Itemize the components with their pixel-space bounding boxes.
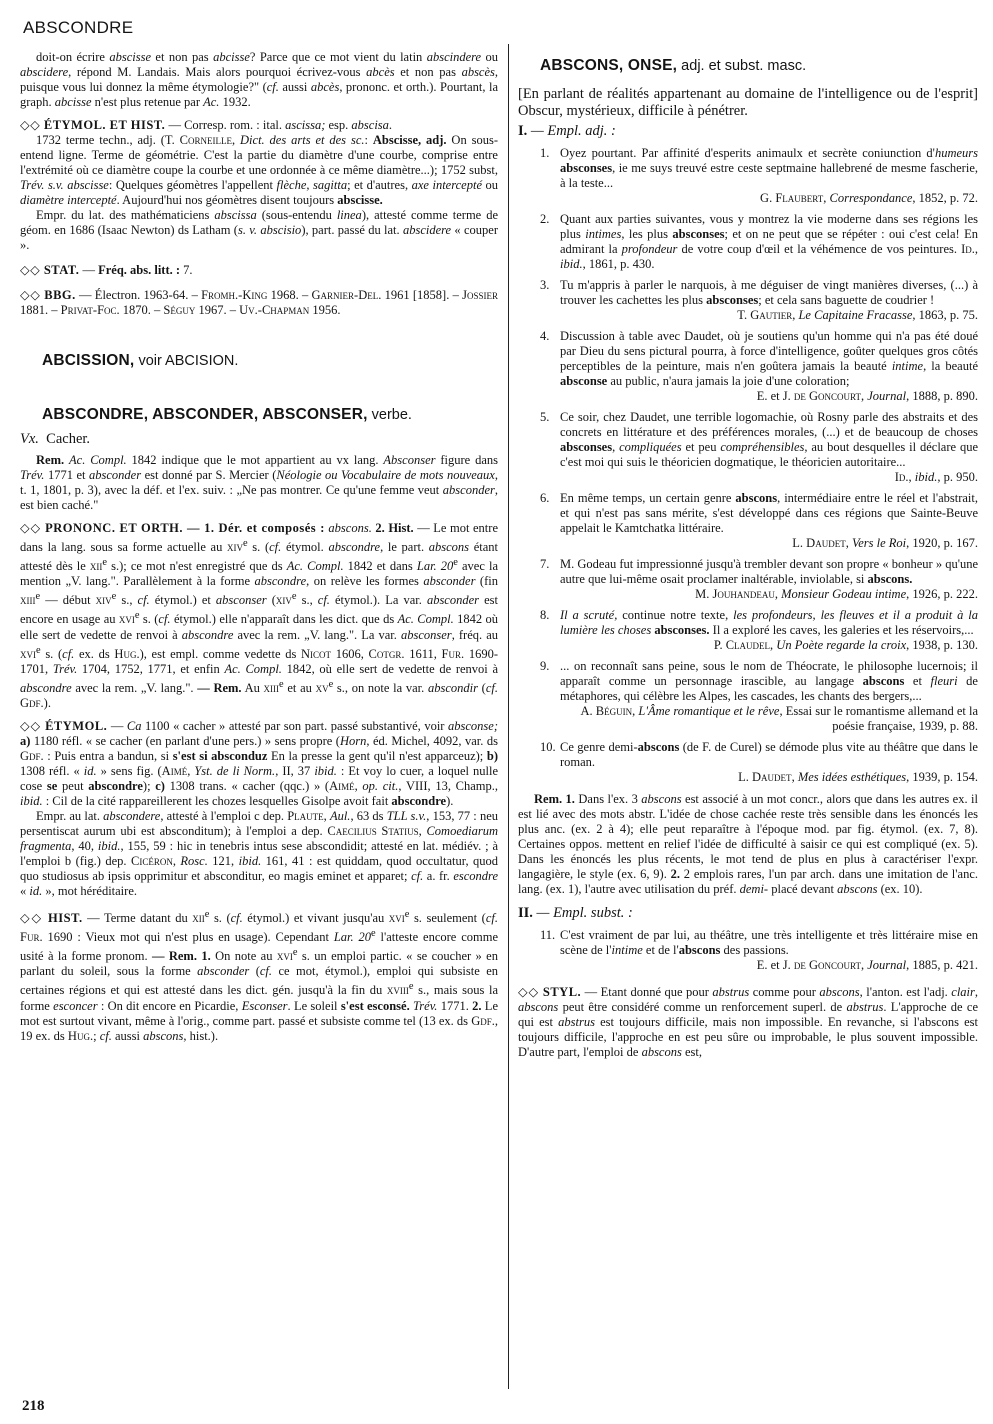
text-run: b) — [486, 748, 498, 763]
text-run: diamètre intercepté — [20, 193, 117, 207]
text-run: ascissa; — [285, 118, 326, 132]
citation-number: 2. — [540, 212, 550, 226]
text-run: Aimé — [161, 763, 188, 778]
text-run: xvi — [276, 949, 293, 964]
sense-heading-2 — [518, 905, 978, 922]
citation-source: G. Flaubert, Correspondance, 1852, p. 72. — [760, 191, 978, 205]
text-run: se — [46, 778, 58, 793]
text-run: abscisa — [351, 118, 389, 132]
text-run: Id. — [894, 470, 909, 484]
text-run: xvi — [20, 646, 36, 661]
text-run: linea — [336, 208, 362, 222]
text-run: Fur. — [441, 646, 465, 661]
citation-source: L. Daudet, Mes idées esthétiques, 1939, p. 154. — [738, 770, 978, 784]
text-run: Monsieur Godeau intime — [781, 587, 907, 601]
text-run: cf. — [230, 911, 243, 926]
text-run: profondeur — [621, 242, 678, 256]
text-run: cf. — [158, 612, 171, 627]
citation-source: M. Jouhandeau, Monsieur Godeau intime, 1926, p. 222. — [695, 587, 978, 601]
sense-number: I. — [518, 123, 528, 139]
etymology-latin: Empr. au lat. abscondere, attesté à l'emploi c dep. Plaute, Aul., 63 ds TLL s.v., 153, 77 : neu persentiscat aurum ubi est absconditum); à l'emploi a dep. Caecilius Statius, Comoediarum fragmenta, 40, ibid., 155, 59 : hic in tenebris intus sese abscondidit; attesté en lat. médiév. ; à l'emploi b (fig.) dep. Cicéron, Rosc. 121, ibid. 161, 41 : est quiddam, quod occultatur, quod quo studiosus ab ipsis opprimitur et absconditur, eo magis eminet et apparet; cf. a. fr. escondre « id. », mot héréditaire. — [20, 808, 499, 898]
text-run: absconses — [672, 227, 725, 241]
text-run: Un Poète regarde la croix — [776, 638, 907, 652]
citation-number: 3. — [540, 278, 550, 292]
text-run: abscondre — [328, 540, 381, 555]
grammar-label: adj. et subst. masc. — [677, 58, 807, 74]
text-run: xii — [192, 911, 205, 926]
page-number: 218 — [22, 1398, 45, 1414]
text-run: Dict. des arts et des sc. — [240, 133, 365, 147]
running-head: ABSCONDRE — [23, 18, 134, 37]
etymology-section: ◇◇ ÉTYMOL. — Ca 1100 « cacher » attesté par son part. passé substantivé, voir absconse; a) 1180 réfl. « se cacher (en parlant d'une pers.) » sens propre (Horn, éd. Michel, 4092, var. ds Gdf. : Puis entra a bandun, si s'est si absconduz En la presse la gent qu'il n'est apparceuz); b) 1308 réfl. « id. » sens fig. (Aimé, Yst. de li Norm., II, 37 ibid. : Et voy lo cuer, a loquel nulle cose se peut abscondre); c) 1308 trans. « cacher (qqc.) » (Aimé, op. cit., VIII, 13, Champ., ibid. : Cil de la cité rappareillerent les chozes lesquelles Gisolpe avoit fait abscondre). — [20, 718, 499, 808]
text-run: e — [204, 908, 210, 920]
text-run: abscondere — [103, 808, 161, 823]
text-run: Béguin — [595, 704, 633, 718]
citation-source: Id., ibid., p. 950. — [894, 470, 978, 484]
text-run: xii — [89, 559, 103, 574]
text-run: xv — [315, 680, 329, 695]
text-run: Plaute — [287, 808, 324, 823]
citation-number: 5. — [540, 410, 550, 424]
text-run: e — [408, 981, 414, 993]
text-run: xiii — [263, 680, 280, 695]
text-run: xiv — [275, 593, 292, 608]
citation-source: E. et J. de Goncourt, Journal, 1888, p. 890. — [756, 389, 978, 403]
text-run: Absconser — [383, 453, 436, 467]
text-run: Trév. s.v. abscisse — [20, 178, 109, 192]
text-run: Rem. 1. — [534, 792, 575, 806]
text-run: Daudet — [752, 770, 792, 784]
text-run: abcès — [310, 80, 340, 94]
remark-paragraph: Rem. 1. Dans l'ex. 3 abscons est associé à un mot concr., alors que dans les autres ex. il est lié avec des mots abstr. L'idée de chose cachée reste très sensible dans les énoncés les plus anc. (ex. 2 à 4); elle peut reparaître à l'époque mod. par fig. étymol. (ex. 7, 8). Certaines oppos. mettent en relief l'idée de difficulté à saisir ce qui est compliqué (ex. 5). Dans les énoncés les plus récents, le mot tend de plus en plus à caractériser l'expr. langagière, le style (ex. 6, 9). 2. 2 emplois rares, l'un par arch. dans une imitation de l'anc. lang. (ex. 1), l'autre avec utilisation du préf. demi- placé devant abscons (ex. 10). — [518, 792, 978, 896]
text-run: Daudet — [806, 536, 846, 550]
text-run: Uv.-Chapman — [239, 303, 310, 317]
text-run: e — [279, 678, 284, 690]
text-run: e — [111, 591, 117, 603]
text-run: abscindere — [426, 50, 482, 64]
text-run: absconses — [560, 440, 613, 454]
text-run: Jossier — [462, 288, 498, 302]
text-run: abscidere — [402, 223, 452, 237]
citation — [518, 278, 978, 323]
entry-abscondre — [20, 407, 498, 423]
text-run: abcès — [366, 65, 395, 79]
text-run: intime — [891, 359, 924, 373]
text-run: Ac. Compl. — [224, 661, 282, 676]
citation-number: 10. — [540, 740, 556, 754]
right-column — [518, 58, 978, 1060]
text-run: Jouhandeau — [712, 587, 775, 601]
etymology-paragraph: 1732 terme techn., adj. (T. Corneille, Dict. des arts et des sc.: Abscisse, adj. On sous-entend ligne. Terme de géométrie. C'est la partie du diamètre d'une courbe, comprise entre l'extrémité où ce diamètre coupe la courbe et une ordonnée à ce même diamètre...); 1752 subst, Trév. s.v. abscisse: Quelques géomètres l'appellent flèche, sagitta; et d'autres, axe intercepté ou diamètre intercepté. Aujourd'hui nos géomètres disent toujours abscisse. — [20, 133, 499, 207]
text-run: compréhensibles — [720, 440, 805, 454]
text-run: Privat-Foc. — [60, 303, 120, 317]
text-run: abscons — [637, 740, 680, 754]
bbg-section: ◇◇ BBG. — Électron. 1963-64. – Fromh.-King 1968. – Garnier-Del. 1961 [1858]. – Jossier 1881. – Privat-Foc. 1870. – Séguy 1967. – Uv.-Chapman 1956. — [20, 288, 498, 317]
text-run: cf. — [485, 911, 498, 926]
text-run: abscons. — [328, 521, 372, 535]
definition: [En parlant de réalités appartenant au domaine de l'intelligence ou de l'esprit] Obscur, mystérieux, difficile à pénétrer. — [518, 86, 978, 119]
text-run: Horn — [339, 733, 367, 748]
text-run: de Goncourt — [793, 958, 861, 972]
citation-text: C'est vraiment de par lui, au théâtre, une très intelligente et très littéraire mise en scène de l'intime et de l'abscons des passions. — [560, 928, 978, 957]
citation — [518, 491, 978, 551]
text-run: Id. — [961, 242, 975, 256]
text-run: cf. — [269, 540, 282, 555]
text-run: de Goncourt — [793, 389, 861, 403]
text-run: absconder — [426, 593, 480, 608]
text-run: ◇◇ STAT. — [20, 263, 80, 277]
text-run: demi- — [739, 882, 769, 896]
text-run: Gautier — [750, 308, 793, 322]
text-run: ibid. — [238, 853, 262, 868]
text-run: Comoediarum fragmenta — [20, 823, 498, 853]
text-run: e — [102, 557, 108, 569]
text-run: 2. Hist. — [375, 521, 414, 535]
text-run: cf. — [137, 593, 150, 608]
text-run: abscons — [837, 882, 878, 896]
text-run: a) — [20, 733, 31, 748]
citation-source: A. Béguin, L'Âme romantique et le rêve, Essai sur le romantisme allemand et la poésie française, 1939, p. 88. — [580, 704, 978, 733]
text-run: e — [453, 557, 458, 569]
text-run: Ca — [126, 718, 142, 733]
grammar-label: verbe. — [367, 407, 412, 423]
citation-text: ... on reconnaît sans peine, sous le nom de Théocrate, le philosophe lucernois; il apparaît comme un personnage irascible, au langage abscons et fleuri de métaphores, qui célèbre les Alpes, les cascades, les chants des bergers,... — [560, 659, 978, 703]
text-run: abscondre — [254, 574, 307, 589]
text-run: Vers le Roi — [851, 536, 907, 550]
text-run: intimes — [585, 227, 622, 241]
text-run: abscisse — [109, 50, 152, 64]
text-run: axe intercepté — [411, 178, 482, 192]
text-run: abscons — [641, 792, 682, 806]
citation — [518, 928, 978, 973]
text-run: abscondre — [181, 627, 234, 642]
history-section: ◇◇ HIST. — Terme datant du xii$^e$ s. (cf. étymol.) et vivant jusqu'au xvi$^e$ s. seulement (cf. Fur. 1690 : Vieux mot qui n'est plus en usage). Cependant Lar. 20e l'atteste encore comme usité à la forme pronom. — Rem. 1. On note au xvi$^e$ s. un emploi partic. « se coucher » en parlant du soleil, sous la forme absconder (cf. ce mot, étymol.), emploi qui subsiste en certaines régions et qui est attesté dans les dict. gén. jusqu'à la fin du xviii$^e$ s., mais sous la forme esconcer : On dit encore en Picardie, Esconser. Le soleil s'est esconsé. Trév. 1771. 2. Le mot est surtout vivant, même à l'orig., comme part. passé et subsiste comme tel (13 ex. ds Gdf., 19 ex. ds Hug.; cf. aussi abscons, hist.). — [20, 908, 499, 1043]
text-run: clair — [951, 985, 975, 999]
citation — [518, 410, 978, 485]
text-run: absconder — [442, 483, 495, 497]
citation-source: E. et J. de Goncourt, Journal, 1885, p. 421. — [756, 958, 978, 972]
citation — [518, 659, 978, 734]
citation-text: Discussion à table avec Daudet, où je soutiens qu'un homme qui n'a pas été doué par Dieu du sens pictural pourra, à force d'intelligence, goûter quelques gros côtés perceptibles de la peinture, mais n'en goûtera jamais la beauté intime, la beauté absconse au public, n'aura jamais la joie d'une coloration; — [560, 329, 978, 388]
text-run: xvi — [388, 911, 405, 926]
text-run: abcisse — [213, 50, 250, 64]
text-run: Aul. — [329, 808, 351, 823]
citation-source: P. Claudel, Un Poète regarde la croix, 1938, p. 130. — [713, 638, 978, 652]
citation-number: 11. — [540, 928, 556, 942]
text-run: Gdf. — [471, 1013, 495, 1028]
text-run: abscondre — [391, 793, 447, 808]
text-run: absconse; — [448, 718, 499, 733]
text-run: Ac. Compl. — [397, 612, 454, 627]
text-run: Cotgr. — [368, 646, 405, 661]
citation — [518, 557, 978, 602]
text-run: intime — [611, 943, 643, 957]
citation-number: 7. — [540, 557, 550, 571]
citation — [518, 212, 978, 272]
text-run: absconses — [560, 161, 613, 175]
text-run: abscissa — [214, 208, 257, 222]
entry-abscons — [518, 58, 978, 74]
citation-number: 9. — [540, 659, 550, 673]
left-column — [20, 50, 498, 1044]
text-run: Abscisse, adj. — [372, 133, 447, 147]
text-run: Rem. — [36, 453, 65, 467]
text-run: e — [404, 908, 410, 920]
text-run: e — [328, 678, 334, 690]
text-run: cf. — [62, 646, 75, 661]
text-run: abscons — [819, 985, 860, 999]
text-run: Ac. — [203, 95, 220, 109]
text-run: abscidere — [20, 65, 69, 79]
text-run: Le Capitaine Fracasse — [798, 308, 913, 322]
text-run: e — [291, 591, 297, 603]
citations-list — [518, 146, 978, 785]
continuation-paragraph: doit-on écrire abscisse et non pas abcisse? Parce que ce mot vient du latin abscindere ou abscidere, répond M. Landais. Mais alors pourquoi écrivez-vous abcès et non pas abscès, puisque vous lui donnez la même étymologie?" (cf. aussi abcès, prononc. et orth.). Pourtant, la graph. abcisse n'est plus retenue par Ac. 1932. — [20, 50, 499, 109]
text-run: escondre — [453, 868, 499, 883]
text-run: absconser — [400, 627, 452, 642]
text-run: Esconser — [241, 998, 288, 1013]
text-run: e — [36, 644, 41, 656]
text-run: e — [134, 610, 140, 622]
text-run: ◇◇ ÉTYMOL. ET HIST. — [20, 118, 166, 132]
text-run: e — [243, 538, 248, 549]
citation-text: Ce genre demi-abscons (de F. de Curel) se démode plus vite au théâtre que dans le roman. — [560, 740, 978, 769]
text-run: Trév. — [413, 998, 438, 1013]
citation-number: 1. — [540, 146, 550, 160]
text-run: Nicot — [301, 646, 332, 661]
text-run: abstrus — [712, 985, 750, 999]
text-run: abscons — [678, 943, 721, 957]
text-run: compliquées — [619, 440, 682, 454]
text-run: Garnier-Del. — [311, 288, 382, 302]
text-run: Aimé — [329, 778, 355, 793]
sense-heading-1 — [518, 123, 978, 140]
text-run: absconder — [89, 468, 142, 482]
citation — [518, 740, 978, 785]
text-run: Yst. de li Norm. — [194, 763, 276, 778]
text-run: ibid. — [914, 470, 938, 484]
text-run: ◇◇ STYL. — [518, 985, 582, 999]
citation-text: Il a scruté, continue notre texte, les profondeurs, les fleuves et il a produit à la lumière les choses absconses. Il a exploré les caves, les galeries et les réservoirs,... — [560, 608, 978, 637]
text-run: absconder — [423, 574, 476, 589]
text-run: — Rem. — [197, 680, 242, 695]
text-run: Fréq. abs. litt. : — [98, 263, 181, 277]
text-run: ibid. — [314, 763, 337, 778]
text-run: cf. — [411, 868, 424, 883]
text-run: absconse — [560, 374, 608, 388]
text-run: xiv — [227, 540, 244, 555]
register-label: Vx. — [20, 431, 39, 447]
text-run: c) — [155, 778, 165, 793]
citation-number: 4. — [540, 329, 550, 343]
text-run: les profondeurs, les fleuves et il a produit à la lumière les choses — [560, 608, 978, 637]
citation-text: Tu m'appris à parler le narquois, à me déguiser de vingt manières diverses, (...) à trouver les cachettes les plus absconses; et cela sans baguette de coudrier ! — [560, 278, 978, 307]
remark-paragraph: Rem. Ac. Compl. 1842 indique que le mot appartient au vx lang. Absconser figure dans Trév. 1771 et absconder est donné par S. Mercier (Néologie ou Vocabulaire de mots nouveaux, t. 1, 1801, p. 3), avec la déf. et l'ex. suiv. : „Ne pas montrer. Ce qu'une femme veut absconder, est bien caché." — [20, 453, 499, 512]
text-run: op. cit. — [362, 778, 399, 793]
sense-definition: Cacher. — [46, 431, 91, 447]
stat-section: ◇◇ STAT. — Fréq. abs. litt. : 7. — [20, 263, 193, 277]
style-section: ◇◇ STYL. — Etant donné que pour abstrus comme pour abscons, l'anton. est l'adj. clair, abscons peut être considéré comme un renforcement superl. de abstrus. L'approche de ce qui est abstrus est toujours difficile, mais non impossible. En revanche, si l'abscons est toujours difficile, l'approche en est peu sûre ou improbable, le plus souvent impossible. D'autre part, l'emploi de abscons est, — [518, 985, 978, 1059]
pronunciation-section: ◇◇ PRONONC. ET ORTH. — 1. Dér. et composés : abscons. 2. Hist. — Le mot entre dans la lang. sous sa forme actuelle au xiv$^e$ s. (cf. étymol. abscondre, le part. abscons étant attesté dès le xii$^e$ s.); ce mot n'est enregistré que ds Ac. Compl. 1842 et dans Lar. 20e avec la mention „V. lang.". Parallèlement à la forme abscondre, on relève les formes absconder (fin xiii$^e$ — début xiv$^e$ s., cf. étymol.) et absconser (xiv$^e$ s., cf. étymol.). La var. absconder est encore en usage au xvi$^e$ s. (cf. étymol.) elle n'apparaît dans les dict. que ds Ac. Compl. 1842 où elle sert de vedette de renvoi à abscondre avec la rem. „V. lang.". La var. absconser, fréq. au xvi$^e$ s. (cf. ex. ds Hug.), est empl. comme vedette ds Nicot 1606, Cotgr. 1611, Fur. 1690-1701, Trév. 1704, 1752, 1771, et enfin Ac. Compl. 1842, où elle sert de vedette de renvoi à abscondre avec la rem. „V. lang.". — Rem. Au xiii$^e$ et au $xv^e$ s., on note la var. abscondir (cf. Gdf.). — [20, 521, 499, 710]
citation-text: Ce soir, chez Daudet, une terrible logomachie, où Rosny parle des abstraits et des concrets en littérature et des préférences morales, (...) et de beaucoup de choses absconses, compliquées et peu compréhensibles, au bout desquelles il déclare que c'est moi qui suis le théoricien dogmatique, le théoricien autoritaire... — [560, 410, 978, 469]
text-run: e — [35, 591, 41, 603]
text-run: 2. — [670, 867, 680, 881]
text-run: cf. — [259, 964, 273, 979]
text-run: Gdf. — [20, 695, 44, 710]
text-run: absconses — [706, 293, 759, 307]
text-run: Séguy — [163, 303, 196, 317]
etymology-heading: ◇◇ ÉTYMOL. ET HIST. — Corresp. rom. : ital. ascissa; esp. abscisa. — [20, 118, 393, 132]
text-run: 2. — [472, 998, 482, 1013]
text-run: abscondir — [427, 680, 478, 695]
text-run: Caecilius Statius — [327, 823, 419, 838]
text-run: cf. — [485, 680, 498, 695]
text-run: ◇◇ PRONONC. ET ORTH. — 1. Dér. et composés : — [20, 521, 325, 535]
text-run: xiv — [95, 593, 112, 608]
text-run: absconser — [215, 593, 267, 608]
text-run: Flaubert — [775, 191, 824, 205]
text-run: Lar. 20 — [416, 559, 454, 574]
text-run: absconses. — [654, 623, 710, 637]
text-run: abstrus — [558, 1015, 595, 1029]
text-run: Journal — [867, 389, 907, 403]
text-run: cf. — [317, 593, 330, 608]
cross-reference: voir ABCISION. — [134, 353, 239, 369]
text-run: fleuri — [930, 674, 958, 688]
citation — [518, 146, 978, 206]
sense-label: — Empl. subst. : — [532, 905, 633, 921]
text-run: flèche, sagitta — [276, 178, 348, 192]
text-run: absconder — [197, 964, 250, 979]
text-run: Corneille — [179, 133, 232, 147]
citation-number: 6. — [540, 491, 550, 505]
text-run: abscès — [461, 65, 495, 79]
text-run: cf. — [266, 80, 279, 94]
citation-text: Quant aux parties suivantes, vous y montrez la vie moderne dans ses régions les plus intimes, les plus absconses; et on ne peut que se répéter : oui c'est cela! En admirant la profondeur de votre coup d'œil et la véhémence de vos peintures. Id., ibid., 1861, p. 430. — [560, 212, 978, 271]
sense-number: II. — [518, 905, 533, 921]
text-run: L'Âme romantique et le rêve — [638, 704, 780, 718]
citation-11 — [518, 928, 978, 973]
text-run: xviii — [386, 983, 409, 998]
citation — [518, 608, 978, 653]
text-run: xiii — [20, 593, 36, 608]
text-run: s'est esconsé. — [340, 998, 410, 1013]
text-run: Fur. — [20, 930, 43, 945]
text-run: s'est si absconduz — [172, 748, 268, 763]
citation-text: En même temps, un certain genre abscons, intermédiaire entre le réel et l'abstrait, et qui n'est pas sans mérite, s'est développé dans ces régions que Sainte-Beuve appelait le Kamtchatka littéraire. — [560, 491, 978, 535]
text-run: ◇◇ HIST. — [20, 911, 83, 926]
text-run: Gdf. — [20, 748, 44, 763]
text-run: abscons — [428, 540, 470, 555]
text-run: Claudel — [725, 638, 771, 652]
text-run: abscons — [735, 491, 778, 505]
text-run: esconcer — [53, 998, 98, 1013]
text-run: Mes idées esthétiques — [797, 770, 907, 784]
text-run: Néologie ou Vocabulaire de mots nouveaux — [276, 468, 495, 482]
text-run: s. v. abscisio — [237, 223, 302, 237]
text-run: Fromh.-King — [201, 288, 268, 302]
text-run: Hug. — [67, 1028, 94, 1043]
citation-text: Oyez pourtant. Par affinité d'esperits animaulx et secrète coniunction d'humeurs absconses, ie me suys treuvé estre ceste septmaine hallebrené de mesme fascherie, à la teste... — [560, 146, 978, 190]
text-run: ibid. — [560, 257, 583, 271]
entry-abcission — [20, 353, 498, 369]
text-run: abscons — [862, 674, 905, 688]
text-run: Cicéron — [131, 853, 173, 868]
text-run: TLL s.v. — [386, 808, 427, 823]
text-run: ibid. — [20, 793, 43, 808]
text-run: — Rem. 1. — [151, 949, 211, 964]
text-run: Ac. Compl. — [286, 559, 344, 574]
text-run: abscons — [641, 1045, 682, 1059]
text-run: ibid. — [97, 838, 121, 853]
text-run: humeurs — [934, 146, 978, 160]
text-run: Il a scruté, — [560, 608, 618, 622]
text-run: Lar. 20 — [333, 930, 372, 945]
text-run: ◇◇ ÉTYMOL. — [20, 718, 108, 733]
text-run: e — [371, 928, 376, 940]
sense-label: — Empl. adj. : — [527, 123, 616, 139]
text-run: id. — [29, 883, 43, 898]
text-run: Journal — [867, 958, 907, 972]
text-run: abscondre — [20, 680, 72, 695]
text-run: Rosc. — [180, 853, 208, 868]
citation-text: M. Godeau fut impressionné jusqu'à trembler devant son propre « bonheur » qu'une autre que lui-même osait proclamer inaltérable, inviolable, si abscons. — [560, 557, 978, 586]
text-run: abscons. — [867, 572, 913, 586]
text-run: abcisse — [54, 95, 92, 109]
text-run: Correspondance — [829, 191, 913, 205]
text-run: xvi — [118, 612, 135, 627]
text-run: abscons — [518, 1000, 559, 1014]
headword-abscondre: ABSCONDRE, ABSCONDER, ABSCONSER, — [42, 406, 368, 423]
text-run: Trév. — [20, 468, 45, 482]
headword-abscons: ABSCONS, ONSE, — [540, 57, 678, 74]
text-run: cf. — [99, 1028, 112, 1043]
citation-source: T. Gautier, Le Capitaine Fracasse, 1863, p. 75. — [737, 308, 978, 322]
text-run: id. — [83, 763, 97, 778]
text-run: ◇◇ BBG. — [20, 288, 76, 302]
citation-number: 8. — [540, 608, 550, 622]
column-divider — [508, 44, 509, 1389]
text-run: abscisse. — [337, 193, 383, 207]
text-run: abscondre — [88, 778, 143, 793]
text-run: Hug. — [114, 646, 140, 661]
citation-source: L. Daudet, Vers le Roi, 1920, p. 167. — [792, 536, 978, 550]
headword-abcission: ABCISSION, — [42, 352, 135, 369]
citation — [518, 329, 978, 404]
text-run: abstrus — [846, 1000, 884, 1014]
text-run: abscons — [143, 1028, 184, 1043]
text-run: Trév. — [52, 661, 78, 676]
text-run: e — [292, 947, 298, 959]
etymology-borrowing: Empr. du lat. des mathématiciens abscissa (sous-entendu linea), attesté comme terme de géom. en 1686 (Isaac Newton) ds Latham (s. v. abscisio), part. passé du lat. abscidere « couper ». — [20, 208, 498, 252]
text-run: Ac. Compl. — [69, 453, 127, 467]
sense-vx — [20, 431, 498, 448]
